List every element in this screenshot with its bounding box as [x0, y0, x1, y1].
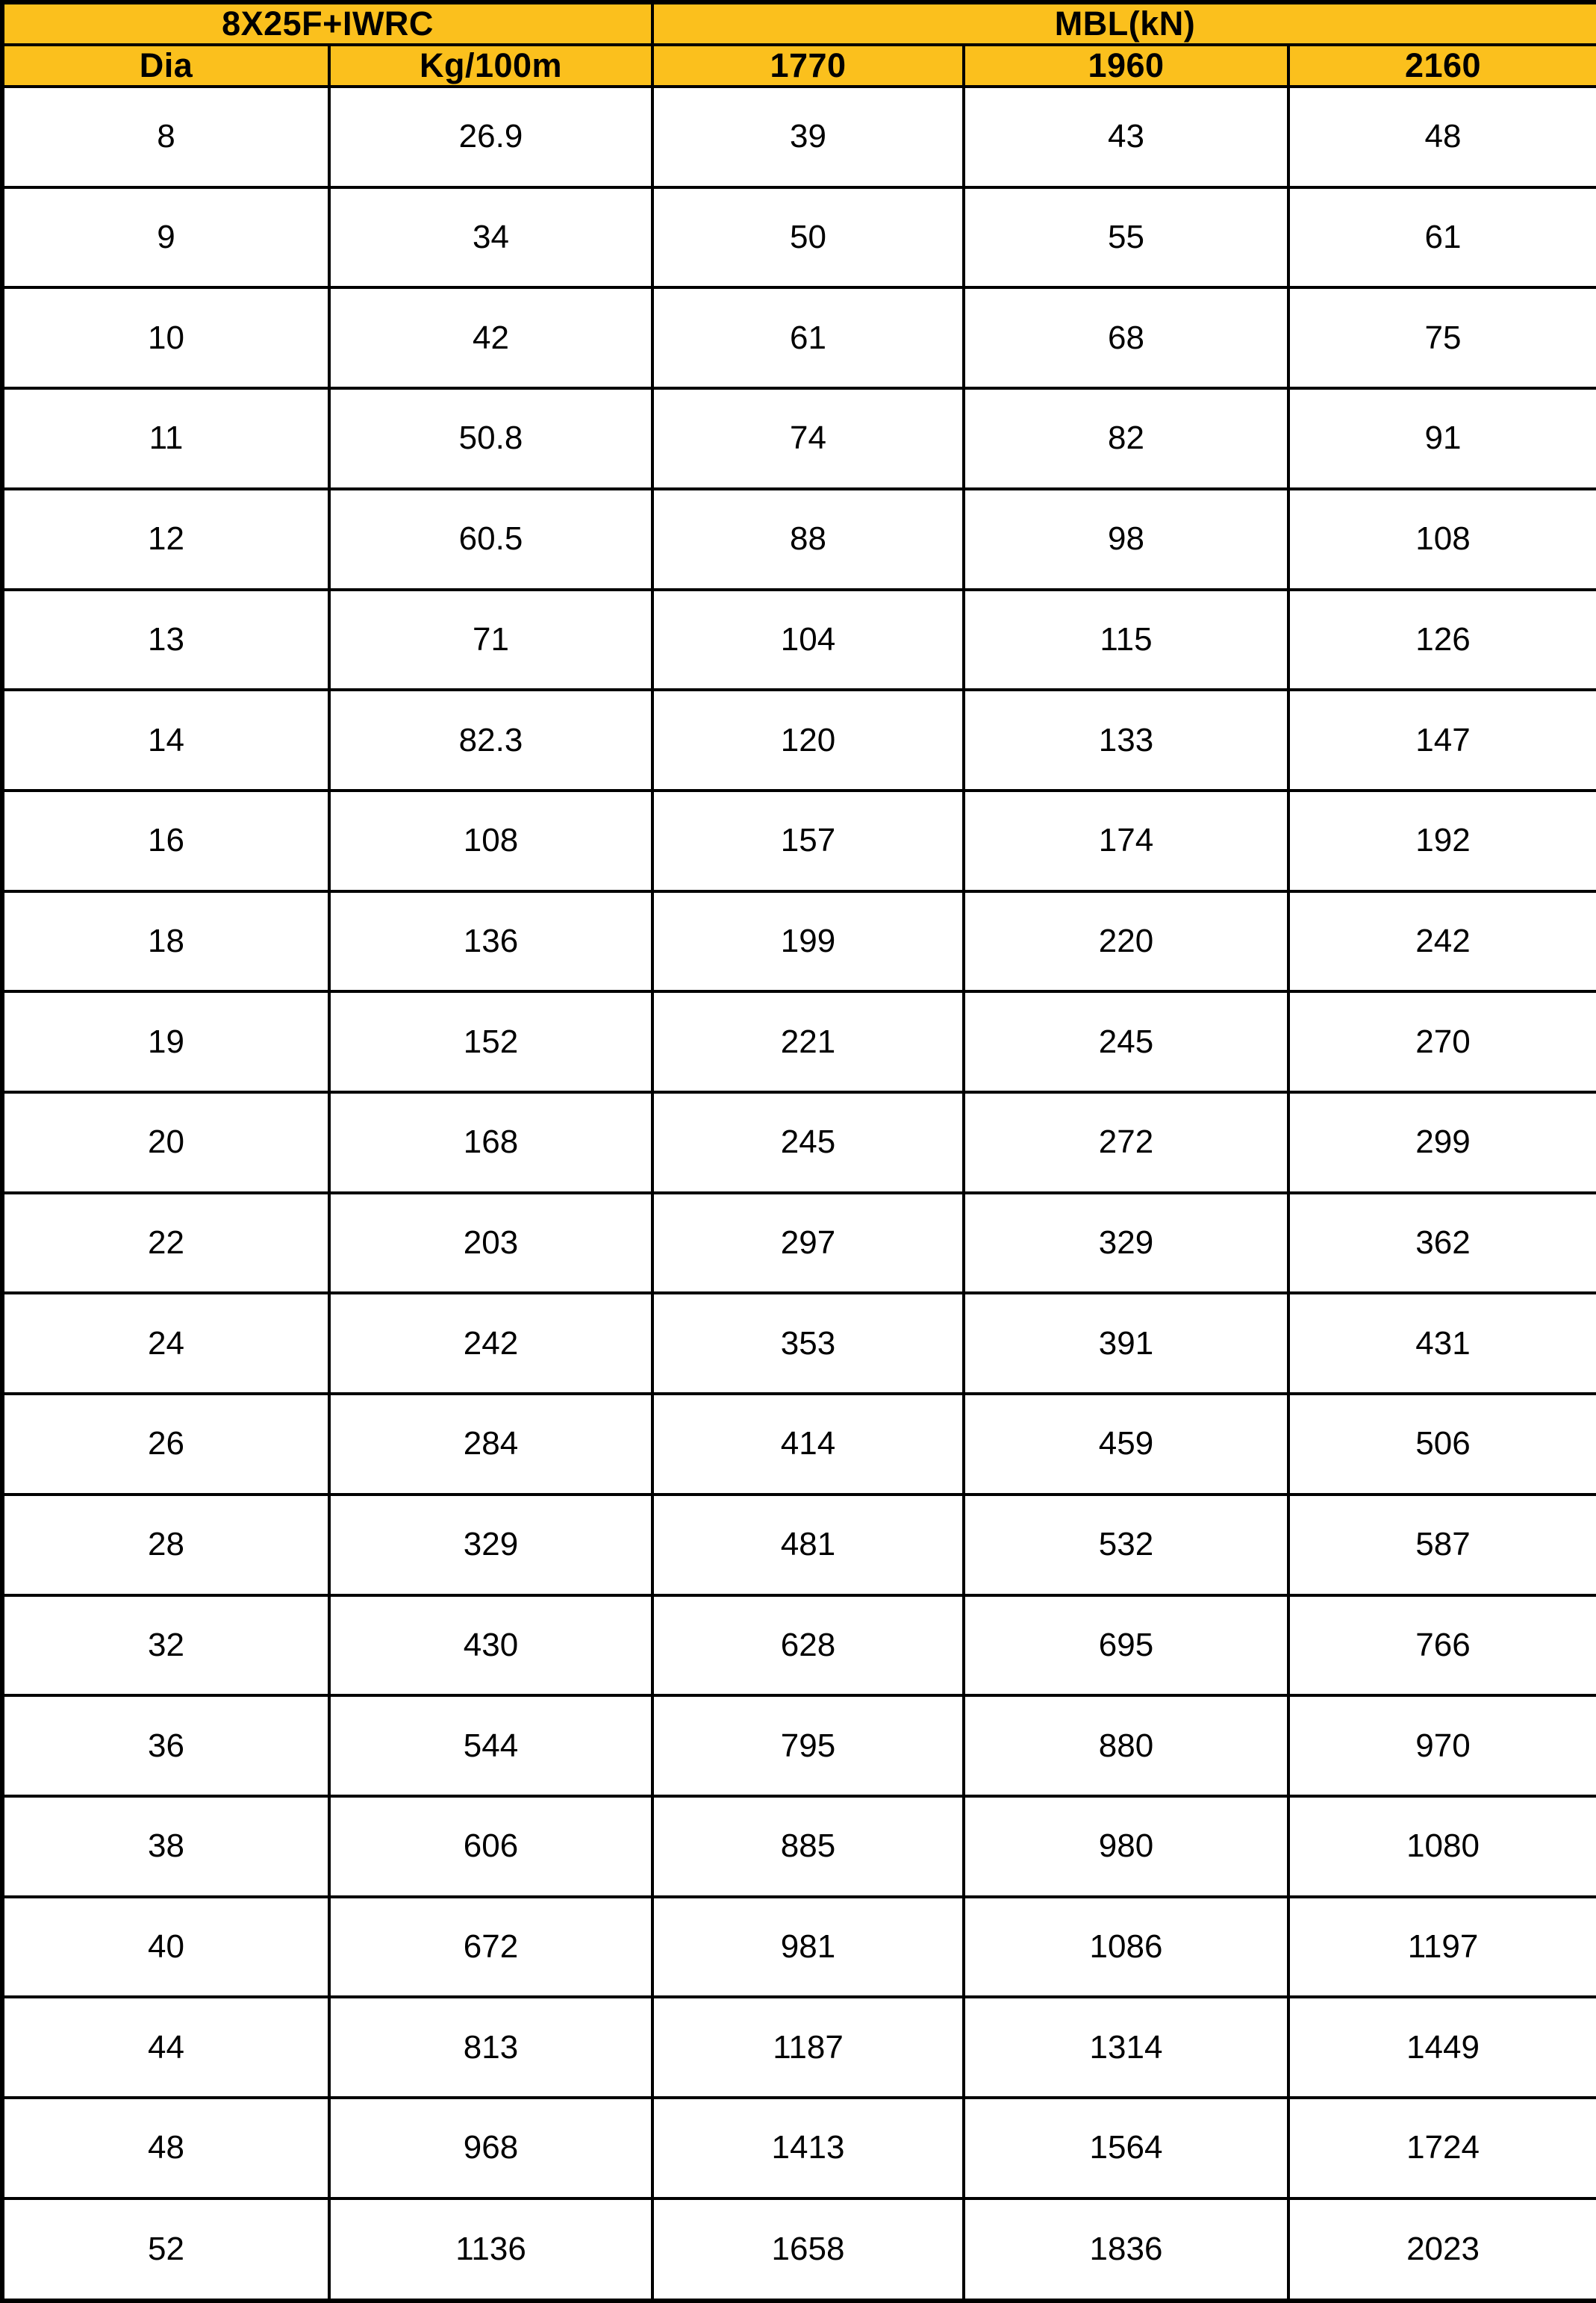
- table-cell: 44: [2, 1997, 329, 2098]
- table-cell: 506: [1288, 1394, 1596, 1495]
- table-cell: 391: [964, 1293, 1288, 1394]
- table-cell: 18: [2, 891, 329, 992]
- table-cell: 115: [964, 590, 1288, 691]
- table-header: [2, 2, 1596, 87]
- table-cell: 245: [652, 1092, 964, 1193]
- table-cell: 981: [652, 1897, 964, 1998]
- table-cell: 353: [652, 1293, 964, 1394]
- table-cell: 544: [329, 1695, 652, 1796]
- table-cell: 12: [2, 489, 329, 590]
- table-cell: 970: [1288, 1695, 1596, 1796]
- table-row: [2, 791, 1596, 891]
- table-cell: 108: [329, 791, 652, 891]
- table-row: [2, 1293, 1596, 1394]
- table-cell: 75: [1288, 287, 1596, 388]
- table-row: [2, 388, 1596, 489]
- table-row: [2, 1495, 1596, 1595]
- table-cell: 14: [2, 690, 329, 791]
- table-row: [2, 991, 1596, 1092]
- table-cell: 32: [2, 1595, 329, 1696]
- table-cell: 152: [329, 991, 652, 1092]
- table-cell: 157: [652, 791, 964, 891]
- table-cell: 297: [652, 1193, 964, 1294]
- table-row: [2, 1193, 1596, 1294]
- table-row: [2, 489, 1596, 590]
- table-cell: 1449: [1288, 1997, 1596, 2098]
- column-header-grade-1960: 1960: [964, 45, 1288, 87]
- table-row: [2, 1796, 1596, 1897]
- table-cell: 50: [652, 187, 964, 288]
- table-row: [2, 1997, 1596, 2098]
- table-cell: 91: [1288, 388, 1596, 489]
- table-cell: 272: [964, 1092, 1288, 1193]
- table-cell: 88: [652, 489, 964, 590]
- table-cell: 60.5: [329, 489, 652, 590]
- table-cell: 968: [329, 2098, 652, 2198]
- table-cell: 795: [652, 1695, 964, 1796]
- table-cell: 362: [1288, 1193, 1596, 1294]
- table-cell: 104: [652, 590, 964, 691]
- table-cell: 220: [964, 891, 1288, 992]
- table-cell: 459: [964, 1394, 1288, 1495]
- table-cell: 1724: [1288, 2098, 1596, 2198]
- table-cell: 98: [964, 489, 1288, 590]
- table-cell: 8: [2, 87, 329, 187]
- table-row: [2, 1092, 1596, 1193]
- table-cell: 48: [2, 2098, 329, 2198]
- column-header-kg-per-100m: Kg/100m: [329, 45, 652, 87]
- table-cell: 431: [1288, 1293, 1596, 1394]
- table-row: [2, 1394, 1596, 1495]
- table-cell: 19: [2, 991, 329, 1092]
- table-cell: 13: [2, 590, 329, 691]
- table-cell: 414: [652, 1394, 964, 1495]
- table-cell: 26.9: [329, 87, 652, 187]
- table-cell: 82: [964, 388, 1288, 489]
- table-cell: 82.3: [329, 690, 652, 791]
- table-cell: 55: [964, 187, 1288, 288]
- table-cell: 22: [2, 1193, 329, 1294]
- table-cell: 532: [964, 1495, 1288, 1595]
- mbl-group-header: MBL(kN): [652, 2, 1596, 45]
- table-cell: 10: [2, 287, 329, 388]
- table-cell: 174: [964, 791, 1288, 891]
- table-cell: 1080: [1288, 1796, 1596, 1897]
- table-cell: 1314: [964, 1997, 1288, 2098]
- column-header-row: [2, 45, 1596, 87]
- table-cell: 34: [329, 187, 652, 288]
- table-cell: 587: [1288, 1495, 1596, 1595]
- table-cell: 192: [1288, 791, 1596, 891]
- group-header-row: [2, 2, 1596, 45]
- table-cell: 9: [2, 187, 329, 288]
- table-cell: 28: [2, 1495, 329, 1595]
- table-cell: 42: [329, 287, 652, 388]
- table-cell: 672: [329, 1897, 652, 1998]
- table-cell: 1136: [329, 2198, 652, 2301]
- table-cell: 481: [652, 1495, 964, 1595]
- table-cell: 26: [2, 1394, 329, 1495]
- table-cell: 68: [964, 287, 1288, 388]
- table-row: [2, 287, 1596, 388]
- table-cell: 133: [964, 690, 1288, 791]
- table-cell: 242: [329, 1293, 652, 1394]
- table-cell: 1658: [652, 2198, 964, 2301]
- table-cell: 38: [2, 1796, 329, 1897]
- table-cell: 61: [1288, 187, 1596, 288]
- table-cell: 52: [2, 2198, 329, 2301]
- table-cell: 43: [964, 87, 1288, 187]
- table-cell: 136: [329, 891, 652, 992]
- table-cell: 299: [1288, 1092, 1596, 1193]
- table-cell: 20: [2, 1092, 329, 1193]
- table-cell: 40: [2, 1897, 329, 1998]
- table-cell: 1197: [1288, 1897, 1596, 1998]
- table-cell: 203: [329, 1193, 652, 1294]
- table-cell: 126: [1288, 590, 1596, 691]
- table-cell: 284: [329, 1394, 652, 1495]
- table-row: [2, 2198, 1596, 2301]
- table-cell: 980: [964, 1796, 1288, 1897]
- table-cell: 199: [652, 891, 964, 992]
- table-cell: 1564: [964, 2098, 1288, 2198]
- table-cell: 120: [652, 690, 964, 791]
- table-cell: 61: [652, 287, 964, 388]
- table-cell: 1836: [964, 2198, 1288, 2301]
- table-cell: 36: [2, 1695, 329, 1796]
- table-cell: 108: [1288, 489, 1596, 590]
- table-row: [2, 1595, 1596, 1696]
- construction-group-header: 8X25F+IWRC: [2, 2, 652, 45]
- table-cell: 1086: [964, 1897, 1288, 1998]
- column-header-dia: Dia: [2, 45, 329, 87]
- table-cell: 880: [964, 1695, 1288, 1796]
- table-cell: 39: [652, 87, 964, 187]
- table-cell: 245: [964, 991, 1288, 1092]
- table-cell: 885: [652, 1796, 964, 1897]
- table-row: [2, 187, 1596, 288]
- table-cell: 766: [1288, 1595, 1596, 1696]
- table-cell: 74: [652, 388, 964, 489]
- table-row: [2, 891, 1596, 992]
- table-row: [2, 1897, 1596, 1998]
- table-cell: 50.8: [329, 388, 652, 489]
- table-cell: 329: [964, 1193, 1288, 1294]
- table-cell: 628: [652, 1595, 964, 1696]
- table-body: [2, 87, 1596, 2301]
- table-cell: 11: [2, 388, 329, 489]
- table-cell: 329: [329, 1495, 652, 1595]
- table-cell: 71: [329, 590, 652, 691]
- table-row: [2, 87, 1596, 187]
- table-cell: 242: [1288, 891, 1596, 992]
- table-cell: 1187: [652, 1997, 964, 2098]
- table-cell: 430: [329, 1595, 652, 1696]
- table-cell: 813: [329, 1997, 652, 2098]
- table-cell: 168: [329, 1092, 652, 1193]
- column-header-grade-2160: 2160: [1288, 45, 1596, 87]
- table-row: [2, 2098, 1596, 2198]
- table-row: [2, 1695, 1596, 1796]
- column-header-grade-1770: 1770: [652, 45, 964, 87]
- table-cell: 221: [652, 991, 964, 1092]
- table-cell: 695: [964, 1595, 1288, 1696]
- table-cell: 24: [2, 1293, 329, 1394]
- table-cell: 606: [329, 1796, 652, 1897]
- table-cell: 2023: [1288, 2198, 1596, 2301]
- table-cell: 270: [1288, 991, 1596, 1092]
- table-cell: 147: [1288, 690, 1596, 791]
- table-cell: 16: [2, 791, 329, 891]
- table-row: [2, 590, 1596, 691]
- table-cell: 1413: [652, 2098, 964, 2198]
- table-cell: 48: [1288, 87, 1596, 187]
- table-row: [2, 690, 1596, 791]
